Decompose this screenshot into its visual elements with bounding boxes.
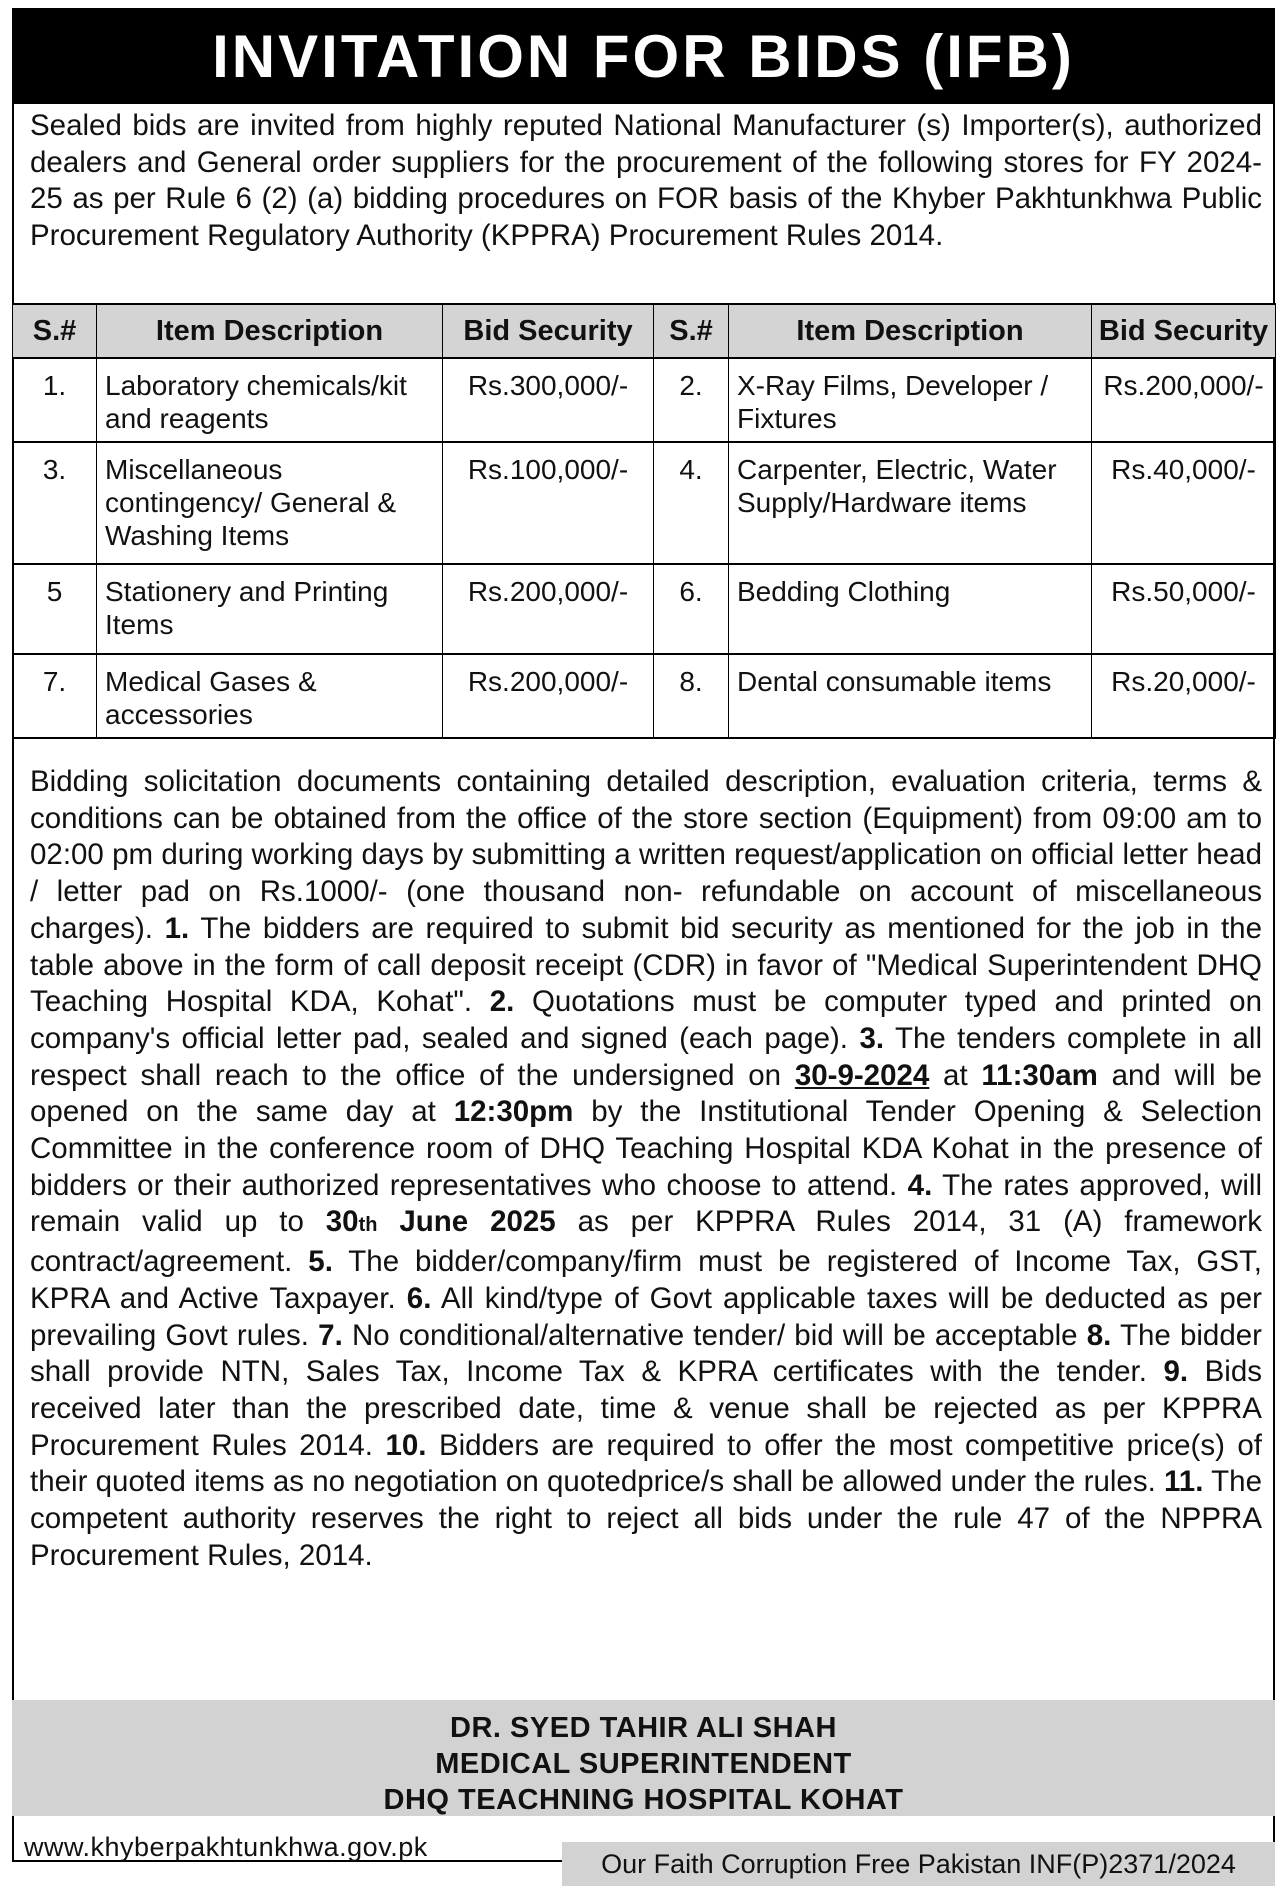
cell-bid-security: Rs.200,000/- xyxy=(443,564,654,654)
terms-intro: Bidding solicitation documents containing detailed description, evaluation criteria, terms & conditions can be obtained from the office of the store section (Equipment) from 09:00 am to 02:00 pm during working days by submitting a written request/application on official letter head / letter pad on Rs.1000/- (one thousand non- refundable on account of miscellaneous charges). xyxy=(30,765,1262,945)
term-text: by the Institutional Tender Opening & Selection Committee in the conference room of DHQ Teaching Hospital KDA Kohat in the presence of bidders or their authorized representatives who choose to attend. xyxy=(30,1095,1262,1202)
website-text: www.khyberpakhtunkhwa.gov.pk xyxy=(24,1832,428,1862)
intro-paragraph: Sealed bids are invited from highly reputed National Manufacturer (s) Importer(s), authorized dealers and General order suppliers for the procurement of the following stores for FY 2024-25 as per Rule 6 (2) (a) bidding procedures on FOR basis of the Khyber Pakhtunkhwa Public Procurement Regulatory Authority (KPPRA) Procurement Rules 2014. xyxy=(30,109,1262,252)
slogan-box: Our Faith Corruption Free Pakistan INF(P)2371/2024 xyxy=(562,1842,1275,1886)
cell-item-description: Laboratory chemicals/kit and reagents xyxy=(97,358,443,442)
cell-bid-security: Rs.300,000/- xyxy=(443,358,654,442)
term-number: 3. xyxy=(859,1021,885,1055)
cell-sn: 5 xyxy=(13,564,97,654)
cell-item-description: Bedding Clothing xyxy=(729,564,1092,654)
table-row xyxy=(13,358,1276,442)
term-number: 11. xyxy=(1164,1465,1204,1499)
term-text: The bidder shall provide NTN, Sales Tax, Income Tax & KPRA certificates with the tender. xyxy=(30,1318,1262,1389)
table-row xyxy=(13,654,1276,738)
cell-item-description: Carpenter, Electric, Water Supply/Hardware items xyxy=(729,442,1092,564)
term-text: at xyxy=(943,1058,968,1092)
submission-time: 11:30am xyxy=(981,1058,1098,1092)
cell-item-description: Dental consumable items xyxy=(729,654,1092,738)
cell-sn: 7. xyxy=(13,654,97,738)
cell-item-description: Stationery and Printing Items xyxy=(97,564,443,654)
terms-paragraph xyxy=(30,764,1262,1574)
header-sn: S.# xyxy=(13,304,97,358)
validity-suffix: th xyxy=(358,1214,378,1237)
header-bid-security: Bid Security xyxy=(1092,304,1276,358)
term-number: 1. xyxy=(164,911,190,945)
items-table xyxy=(12,303,1276,739)
signatory-office: DHQ TEACHNING HOSPITAL KOHAT xyxy=(383,1784,904,1816)
opening-time: 12:30pm xyxy=(453,1095,574,1129)
term-text: The competent authority reserves the right to reject all bids under the rule 47 of the NPPRA Procurement Rules, 2014. xyxy=(30,1465,1262,1572)
table-row xyxy=(13,564,1276,654)
term-text: and will be opened on the same day at xyxy=(30,1058,1263,1129)
term-text: The tenders complete in all respect shall reach to the office of the undersigned on xyxy=(30,1021,1262,1092)
signatory-name: DR. SYED TAHIR ALI SHAH xyxy=(450,1712,837,1744)
term-number: 5. xyxy=(308,1245,333,1279)
cell-sn: 1. xyxy=(13,358,97,442)
cell-item-description: X-Ray Films, Developer / Fixtures xyxy=(729,358,1092,442)
cell-sn: 8. xyxy=(654,654,729,738)
cell-sn: 3. xyxy=(13,442,97,564)
validity-month-year: June 2025 xyxy=(399,1205,556,1239)
cell-bid-security: Rs.100,000/- xyxy=(443,442,654,564)
term-number: 9. xyxy=(1163,1355,1189,1389)
header-bid-security: Bid Security xyxy=(443,304,654,358)
term-text: Quotations must be computer typed and printed on company's official letter pad, sealed and signed (each page). xyxy=(30,985,1262,1055)
validity-date xyxy=(326,1205,556,1238)
cell-sn: 2. xyxy=(654,358,729,442)
submission-date: 30-9-2024 xyxy=(794,1058,930,1092)
term-number: 2. xyxy=(489,985,515,1019)
signatory-designation: MEDICAL SUPERINTENDENT xyxy=(435,1748,852,1780)
header-item-description: Item Description xyxy=(729,304,1092,358)
cell-bid-security: Rs.200,000/- xyxy=(443,654,654,738)
page-title: INVITATION FOR BIDS (IFB) xyxy=(12,8,1275,104)
signature-block xyxy=(12,1700,1275,1816)
term-number: 4. xyxy=(907,1168,933,1202)
term-text: The rates approved, will remain valid up to xyxy=(30,1168,1262,1239)
term-number: 8. xyxy=(1086,1318,1112,1352)
term-text: as per KPPRA Rules 2014, 31 (A) framework contract/agreement. xyxy=(30,1205,1262,1279)
term-text: No conditional/alternative tender/ bid will be acceptable xyxy=(351,1318,1078,1352)
validity-day: 30 xyxy=(325,1205,359,1239)
cell-item-description: Medical Gases & accessories xyxy=(97,654,443,738)
cell-bid-security: Rs.40,000/- xyxy=(1092,442,1276,564)
term-text: Bidders are required to offer the most competitive price(s) of their quoted items as no negotiation on quotedprice/s shall be allowed under the rules. xyxy=(30,1428,1262,1499)
cell-sn: 6. xyxy=(654,564,729,654)
cell-item-description: Miscellaneous contingency/ General & Washing Items xyxy=(97,442,443,564)
cell-bid-security: Rs.200,000/- xyxy=(1092,358,1276,442)
header-sn: S.# xyxy=(654,304,729,358)
cell-bid-security: Rs.20,000/- xyxy=(1092,654,1276,738)
term-number: 7. xyxy=(318,1318,343,1352)
table-row xyxy=(13,442,1276,564)
term-number: 6. xyxy=(406,1281,432,1315)
cell-sn: 4. xyxy=(654,442,729,564)
cell-bid-security: Rs.50,000/- xyxy=(1092,564,1276,654)
term-number: 10. xyxy=(385,1428,427,1462)
term-text: The bidder/company/firm must be registered of Income Tax, GST, KPRA and Active Taxpayer. xyxy=(30,1245,1262,1315)
header-item-description: Item Description xyxy=(97,304,443,358)
term-text: All kind/type of Govt applicable taxes will be deducted as per prevailing Govt rules. xyxy=(30,1281,1262,1352)
term-text: Bids received later than the prescribed date, time & venue shall be rejected as per KPPRA Procurement Rules 2014. xyxy=(30,1355,1262,1462)
table-header-row xyxy=(13,304,1276,358)
term-text: The bidders are required to submit bid security as mentioned for the job in the table above in the form of call deposit receipt (CDR) in favor of "Medical Superintendent DHQ Teaching Hospital KDA, Kohat". xyxy=(30,911,1262,1019)
